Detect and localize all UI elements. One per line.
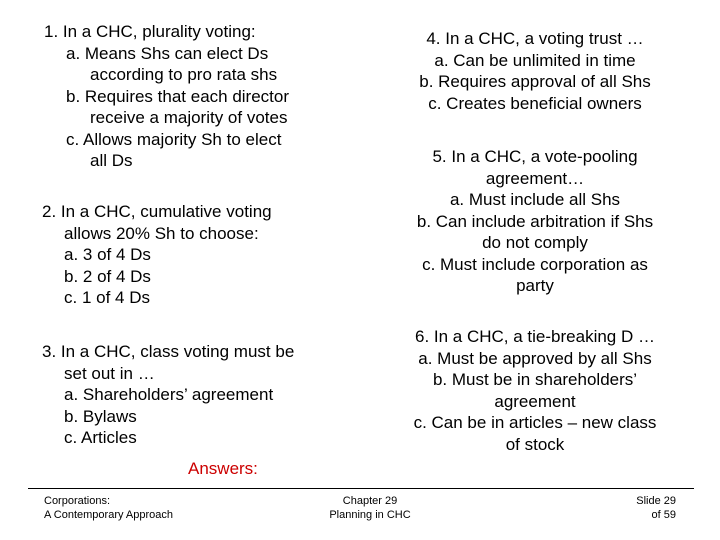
question-2-stem-cont: allows 20% Sh to choose: xyxy=(64,223,259,243)
footer-chapter-title: Planning in CHC xyxy=(329,509,411,521)
question-6 xyxy=(370,326,700,455)
question-6-stem: 6. In a CHC, a tie-breaking D … xyxy=(415,327,655,346)
question-2-option-a: a. 3 of 4 Ds xyxy=(64,245,151,264)
question-5 xyxy=(370,146,700,297)
question-3-option-a: a. Shareholders’ agreement xyxy=(64,385,274,404)
question-1-option-c: c. Allows majority Sh to elect xyxy=(66,129,282,149)
question-6-option-c: c. Can be in articles – new class xyxy=(413,413,657,432)
question-4 xyxy=(370,28,700,114)
question-5-stem: 5. In a CHC, a vote-pooling xyxy=(432,147,638,166)
question-4-stem: 4. In a CHC, a voting trust … xyxy=(426,29,644,48)
question-6-option-b: b. Must be in shareholders’ xyxy=(432,370,638,389)
question-3-stem-cont: set out in … xyxy=(64,363,155,383)
question-1 xyxy=(44,21,344,172)
question-6-option-b-cont: agreement xyxy=(494,391,576,411)
question-2-option-c: c. 1 of 4 Ds xyxy=(64,288,150,307)
question-5-stem-cont: agreement… xyxy=(485,168,585,188)
question-5-option-c: c. Must include corporation as xyxy=(422,254,648,274)
question-1-stem: 1. In a CHC, plurality voting: xyxy=(44,22,256,41)
question-2-stem: 2. In a CHC, cumulative voting xyxy=(42,202,272,221)
question-6-option-a: a. Must be approved by all Shs xyxy=(418,348,652,368)
footer-slide-number xyxy=(580,494,676,522)
footer-course xyxy=(44,494,173,522)
question-3-option-b: b. Bylaws xyxy=(64,406,137,426)
question-3-stem: 3. In a CHC, class voting must be xyxy=(42,342,295,361)
footer-chapter xyxy=(300,494,440,522)
question-5-option-a: a. Must include all Shs xyxy=(449,190,621,209)
answers-label: Answers: xyxy=(188,459,258,478)
question-1-option-c-cont: all Ds xyxy=(90,151,133,170)
footer-course-title: Corporations: xyxy=(44,495,111,507)
question-5-option-b-cont: do not comply xyxy=(482,233,588,252)
question-6-option-c-cont: of stock xyxy=(505,434,565,454)
footer-slide-total: of 59 xyxy=(651,509,676,521)
question-4-option-a: a. Can be unlimited in time xyxy=(434,50,636,70)
question-5-option-c-cont: party xyxy=(516,276,554,295)
footer-chapter-number: Chapter 29 xyxy=(342,495,398,507)
question-1-option-b-cont: receive a majority of votes xyxy=(90,108,288,127)
question-5-option-b: b. Can include arbitration if Shs xyxy=(416,211,654,231)
footer-slide-current: Slide 29 xyxy=(636,495,676,507)
question-3 xyxy=(42,341,362,449)
question-4-option-c: c. Creates beneficial owners xyxy=(428,93,642,113)
question-1-option-b: b. Requires that each director xyxy=(66,86,290,106)
question-3-option-c: c. Articles xyxy=(64,428,137,447)
footer-divider xyxy=(28,488,694,489)
question-2 xyxy=(42,201,342,309)
question-1-option-a-cont: according to pro rata shs xyxy=(90,65,278,84)
question-4-option-b: b. Requires approval of all Shs xyxy=(419,72,651,91)
footer-course-subtitle: A Contemporary Approach xyxy=(44,509,174,521)
question-1-option-a: a. Means Shs can elect Ds xyxy=(66,43,269,63)
question-2-option-b: b. 2 of 4 Ds xyxy=(64,266,151,286)
